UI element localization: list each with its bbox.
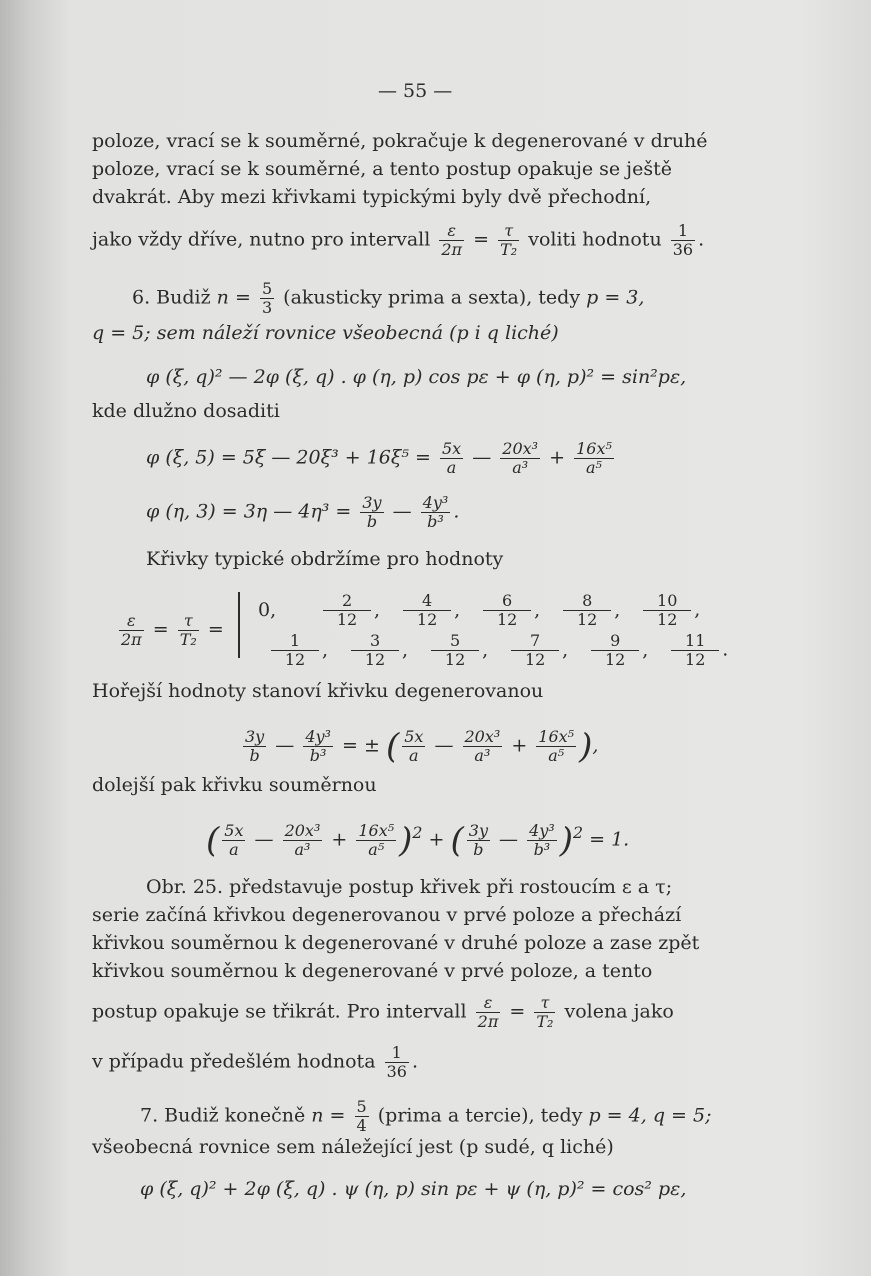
- fraction: $\frac{\text{20x³}}{\text{a³}}$: [502, 439, 539, 477]
- text-line: křivkou souměrnou k degenerované v prvé poloze, a tento: [92, 960, 653, 982]
- fraction: $\frac{\text{4y³}}{\text{b³}}$: [422, 493, 449, 531]
- text-line: serie začíná křivkou degenerovanou v prvé poloze a přechází: [92, 904, 682, 926]
- text-line: dvakrát. Aby mezi křivkami typickými byly dvě přechodní,: [92, 186, 652, 208]
- text-line: v případu předešlém hodnota $\frac{1}{36}$ .: [92, 1043, 418, 1081]
- text-line: Hořejší hodnoty stanoví křivku degenerovanou: [92, 680, 544, 702]
- text-line: dolejší pak křivku souměrnou: [92, 774, 377, 796]
- interval-line: jako vždy dříve, nutno pro intervall $\frac{\varepsilon}{2\pi}$ = $\frac{\tau}{\text{T₂}}$ voliti hodnotu $\frac{1}{36}$ .: [92, 221, 705, 259]
- equation-4: $\frac{3y}{b}$ — $\frac{\text{4y³}}{\text{b³}}$ = ± ( $\frac{5x}{a}$ — $\frac{\text{20x³}}{\text{a³}}$ + $\frac{\text{16x⁵}}{\text{a⁵}}$ ),: [245, 726, 599, 767]
- equals: =: [473, 228, 490, 251]
- text-line: kde dlužno dosaditi: [92, 400, 280, 422]
- text-line: Křivky typické obdržíme pro hodnoty: [146, 548, 504, 570]
- values-row-1: 0, $\frac{2}{12}$ , $\frac{4}{12}$ , $\frac{6}{12}$ , $\frac{8}{12}$ , $\frac{10}{12}$ ,: [258, 591, 701, 629]
- values-lhs: $\frac{\varepsilon}{2\pi}$ = $\frac{\tau}{\text{T₂}}$ =: [121, 611, 224, 649]
- fraction: $\frac{\text{16x⁵}}{\text{a⁵}}$: [576, 439, 612, 477]
- brace: [238, 592, 246, 658]
- interval-line-2: postup opakuje se třikrát. Pro intervall $\frac{\varepsilon}{2\pi}$ = $\frac{\tau}{\text{T₂}}$ volena jako: [92, 993, 674, 1031]
- equation-5: ( $\frac{5x}{a}$ — $\frac{\text{20x³}}{\text{a³}}$ + $\frac{\text{16x⁵}}{\text{a⁵}}$ )$^2$ + ( $\frac{3y}{b}$ — $\frac{\text{4y³}}{\text{b³}}$ )$^2$ = 1.: [206, 820, 630, 861]
- fraction: $\frac{5x}{a}$: [441, 439, 462, 477]
- text-line: všeobecná rovnice sem náležející jest (p sudé, q liché): [92, 1136, 614, 1158]
- equation-1: φ (ξ, q)² — 2φ (ξ, q) . φ (η, p) cos pε + φ (η, p)² = sin²pε,: [146, 366, 687, 388]
- fraction: $\frac{\varepsilon}{2\pi}$: [121, 611, 142, 649]
- equation-2: φ (ξ, 5) = 5ξ — 20ξ³ + 16ξ⁵ = $\frac{5x}{a}$ — $\frac{\text{20x³}}{\text{a³}}$ + $\frac{\text{16x⁵}}{\text{a⁵}}$: [146, 439, 612, 477]
- values-row-2: $\frac{1}{12}$ , $\frac{3}{12}$ , $\frac{5}{12}$ , $\frac{7}{12}$ , $\frac{9}{12}$ , $\frac{11}{12}$ .: [268, 632, 728, 669]
- text-line: poloze, vrací se k souměrné, a tento postup opakuje se ještě: [92, 158, 672, 180]
- text-line: Obr. 25. představuje postup křivek při rostoucím ε a τ;: [146, 876, 673, 898]
- text: voliti hodnotu: [528, 228, 662, 251]
- equation-6: φ (ξ, q)² + 2φ (ξ, q) . ψ (η, p) sin pε + ψ (η, p)² = cos² pε,: [140, 1178, 687, 1200]
- text-line: q = 5; sem náleží rovnice všeobecná (p i q liché): [92, 322, 559, 344]
- section-7-line: 7. Budiž konečně n = $\frac{5}{4}$ (prima a tercie), tedy p = 4, q = 5;: [140, 1097, 712, 1135]
- text-line: poloze, vrací se k souměrné, pokračuje k degenerované v druhé: [92, 130, 708, 152]
- text: jako vždy dříve, nutno pro intervall: [92, 228, 431, 251]
- equation-3: φ (η, 3) = 3η — 4η³ = $\frac{3y}{b}$ — $\frac{\text{4y³}}{\text{b³}}$ .: [146, 493, 460, 531]
- fraction: $\frac{\tau}{\text{T₂}}$: [500, 221, 518, 259]
- text-line: křivkou souměrnou k degenerované v druhé poloze a zase zpět: [92, 932, 700, 954]
- fraction: $\frac{\tau}{\text{T₂}}$: [179, 611, 197, 649]
- section-6-line: 6. Budiž n = $\frac{5}{3}$ (akusticky prima a sexta), tedy p = 3,: [132, 279, 645, 317]
- fraction: $\frac{1}{36}$: [672, 221, 694, 259]
- fraction: $\frac{\varepsilon}{2\pi}$: [441, 221, 463, 259]
- fraction: $\frac{3y}{b}$: [362, 493, 382, 531]
- fraction: $\frac{5}{3}$: [261, 279, 273, 317]
- page-number: — 55 —: [378, 80, 453, 102]
